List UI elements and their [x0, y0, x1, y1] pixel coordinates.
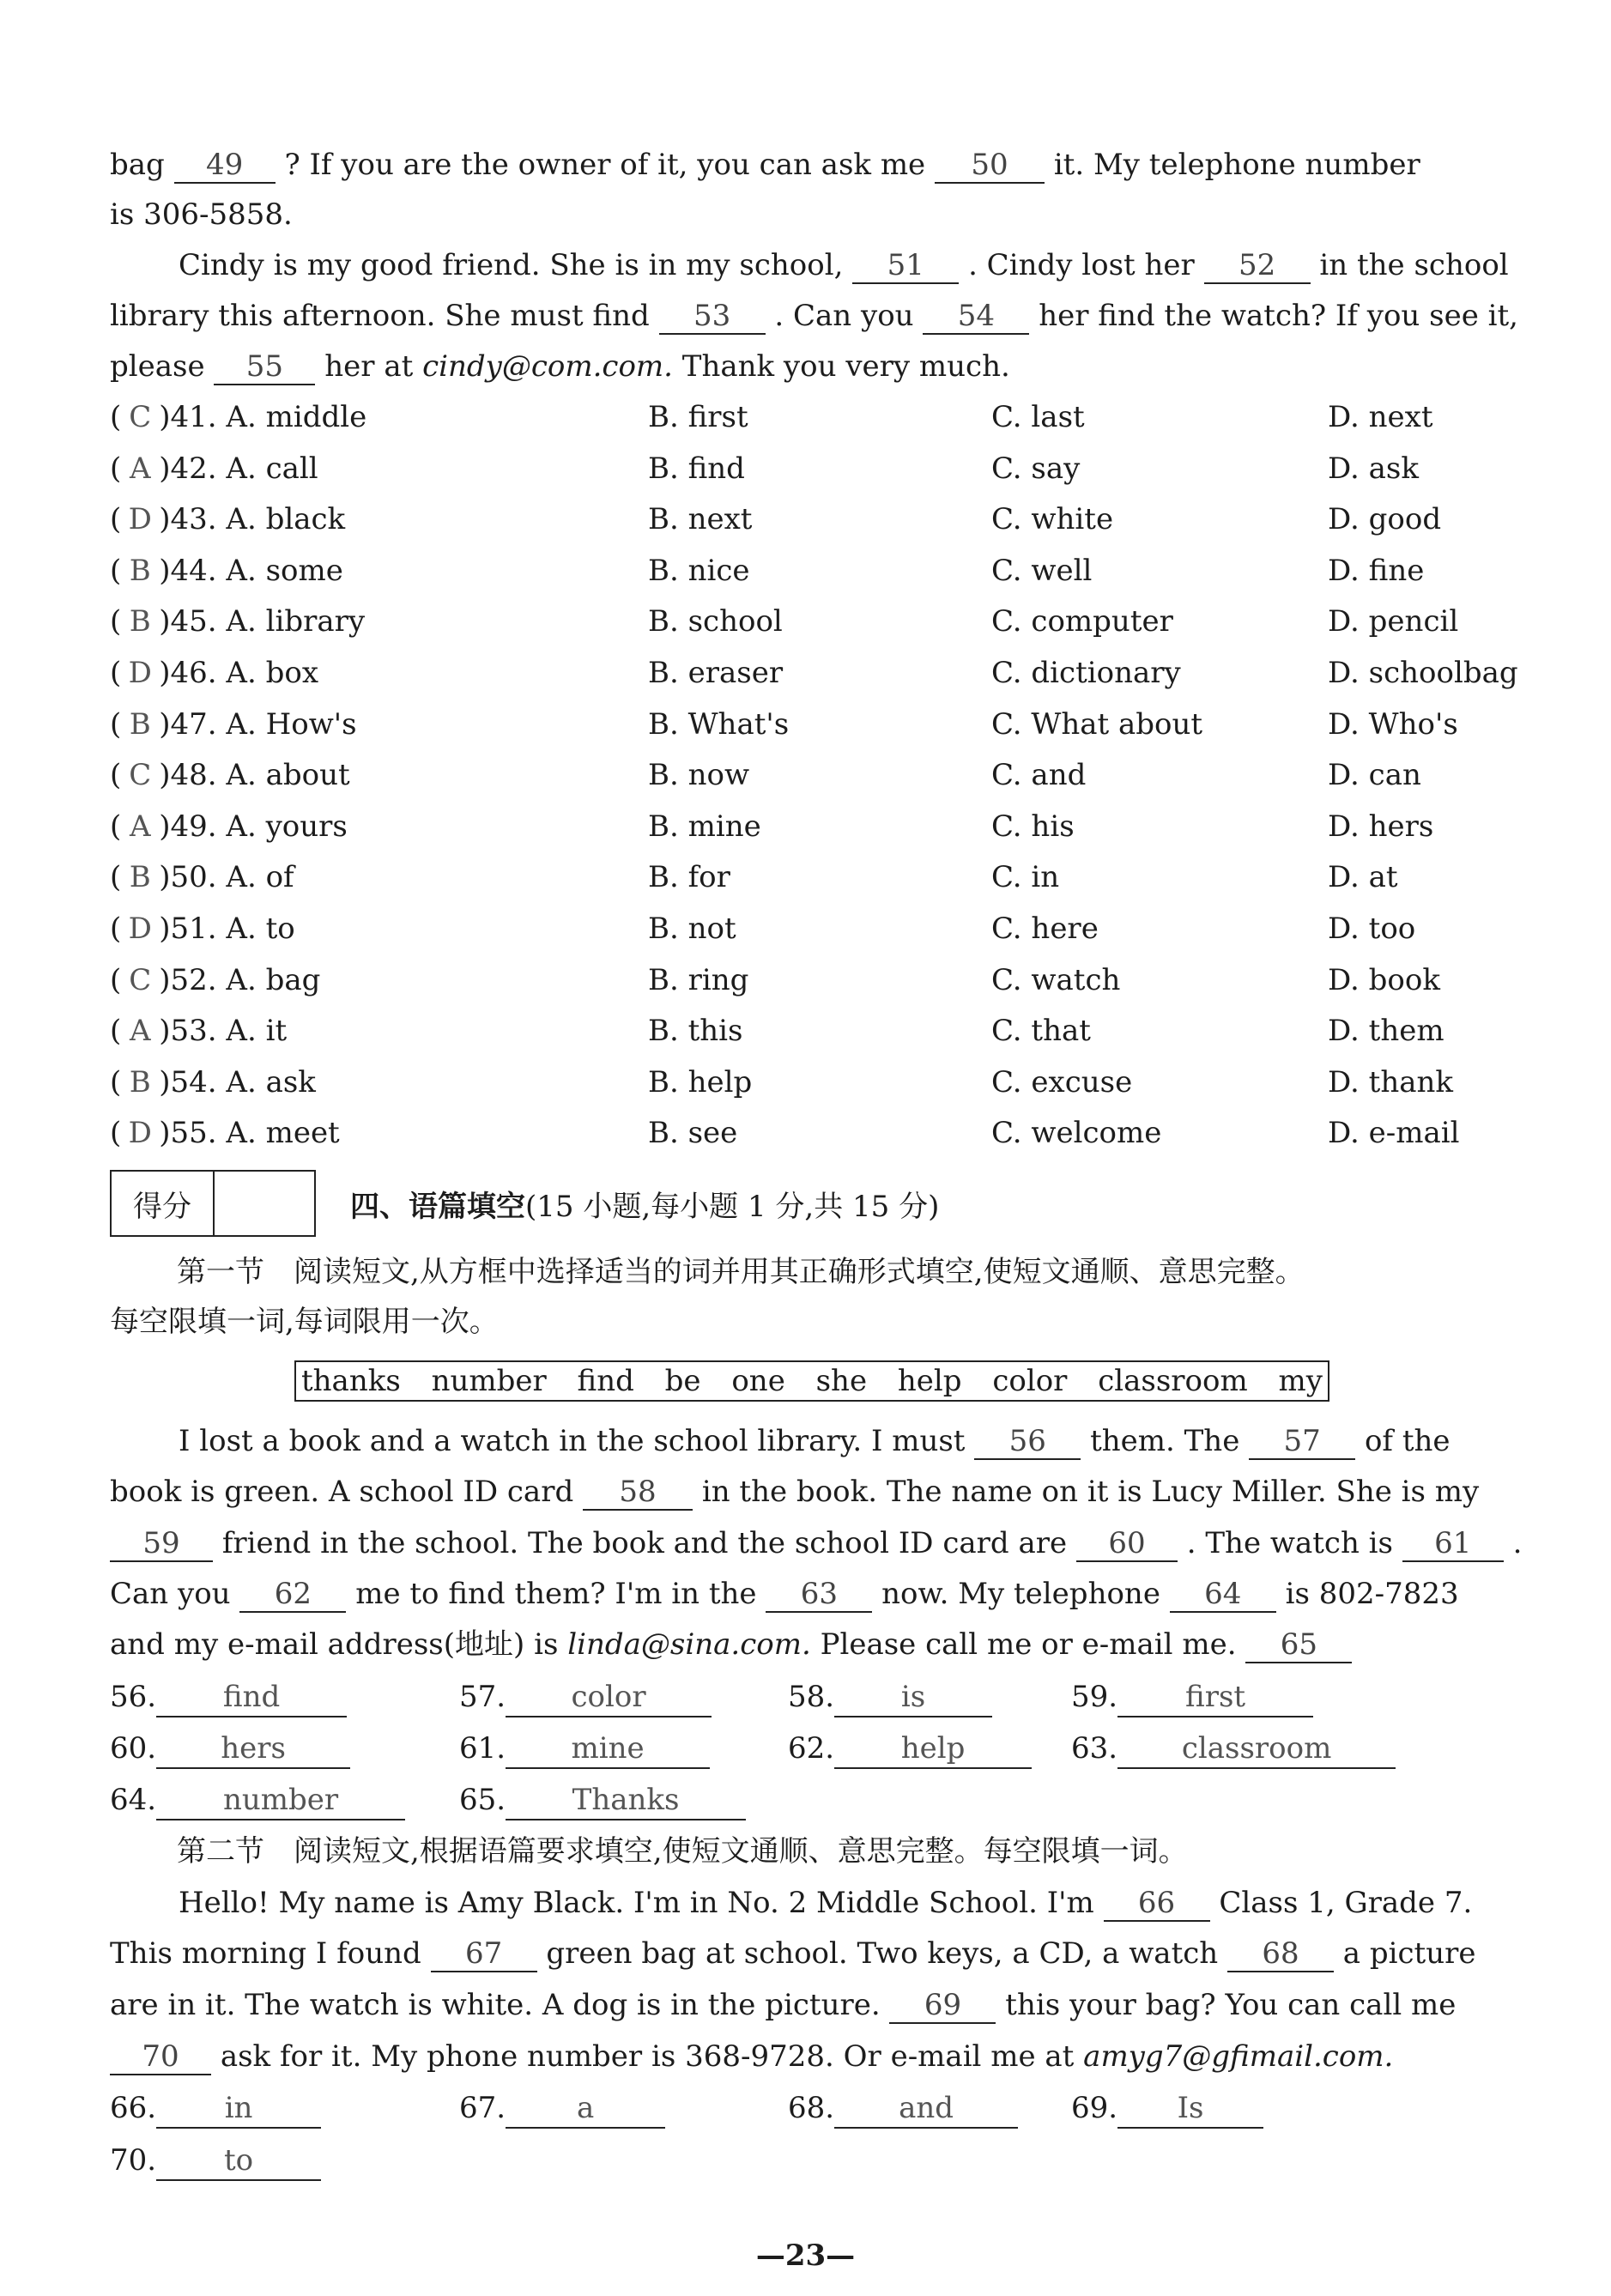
option-d: D. Who's: [1328, 707, 1458, 742]
option-a: ( A )53. A. it: [110, 1014, 288, 1048]
option-b: B. not: [648, 912, 736, 946]
answer-57: 57. color: [459, 1678, 712, 1717]
blank-55: 55: [214, 349, 315, 385]
passage-top-line-4: library this afternoon. She must find 53 . Can you 54 her find the watch? If you see it,: [110, 299, 1518, 333]
word-bank-item: color: [992, 1364, 1068, 1398]
passage1-line-4: Can you 62 me to find them? I'm in the 63 now. My telephone 64 is 802-7823: [110, 1577, 1459, 1611]
blank-69: 69: [889, 1988, 996, 2024]
mc-answer: C: [129, 758, 152, 792]
word-bank-item: one: [731, 1364, 785, 1398]
option-c: C. say: [991, 451, 1081, 486]
option-a: ( A )49. A. yours: [110, 809, 348, 844]
blank-64: 64: [1170, 1577, 1276, 1613]
answer-61: 61. mine: [459, 1730, 710, 1769]
blank-62: 62: [239, 1577, 346, 1613]
passage2-line-1: Hello! My name is Amy Black. I'm in No. 2 Middle School. I'm 66 Class 1, Grade 7.: [179, 1886, 1473, 1920]
option-d: D. e-mail: [1328, 1116, 1460, 1150]
word-bank-box: [294, 1360, 1329, 1402]
blank-58: 58: [583, 1475, 693, 1511]
blank-70: 70: [110, 2039, 211, 2075]
answer-56: 56. find: [110, 1678, 347, 1717]
option-c: C. in: [991, 860, 1060, 894]
option-b: B. eraser: [648, 656, 784, 690]
answer-66: 66. in: [110, 2089, 321, 2129]
option-d: D. hers: [1328, 809, 1434, 844]
option-d: D. them: [1328, 1014, 1444, 1048]
passage1-line-1: I lost a book and a watch in the school library. I must 56 them. The 57 of the: [179, 1424, 1451, 1458]
passage2-line-3: are in it. The watch is white. A dog is in the picture. 69 this your bag? You can call me: [110, 1988, 1457, 2022]
blank-52: 52: [1204, 248, 1311, 284]
blank-54: 54: [923, 299, 1029, 335]
answer-58: 58. is: [788, 1678, 992, 1717]
option-b: B. nice: [648, 554, 750, 588]
option-d: D. fine: [1328, 554, 1425, 588]
option-c: C. and: [991, 758, 1087, 792]
answer-70: 70. to: [110, 2142, 321, 2181]
option-b: B. school: [648, 604, 783, 639]
answer-65: 65. Thanks: [459, 1781, 746, 1820]
option-c: C. here: [991, 912, 1099, 946]
option-d: D. thank: [1328, 1065, 1453, 1100]
part1-instruction-1: 第一节 阅读短文,从方框中选择适当的词并用其正确形式填空,使短文通顺、意思完整。: [177, 1255, 1305, 1289]
option-c: C. last: [991, 400, 1085, 434]
mc-answer: A: [129, 451, 151, 486]
blank-53: 53: [659, 299, 766, 335]
option-c: C. his: [991, 809, 1075, 844]
option-b: B. mine: [648, 809, 761, 844]
option-a: ( B )50. A. of: [110, 860, 294, 894]
option-c: C. excuse: [991, 1065, 1133, 1100]
option-a: ( C )48. A. about: [110, 758, 350, 792]
option-d: D. schoolbag: [1328, 656, 1518, 690]
word-bank-item: thanks: [301, 1364, 401, 1398]
mc-answer: B: [129, 860, 151, 894]
option-c: C. computer: [991, 604, 1173, 639]
option-c: C. that: [991, 1014, 1091, 1048]
option-d: D. book: [1328, 963, 1440, 997]
option-c: C. watch: [991, 963, 1121, 997]
answer-63: 63. classroom: [1071, 1730, 1396, 1769]
blank-67: 67: [431, 1936, 537, 1972]
mc-answer: B: [129, 604, 151, 639]
passage2-line-2: This morning I found 67 green bag at school. Two keys, a CD, a watch 68 a picture: [110, 1936, 1476, 1971]
blank-59: 59: [110, 1526, 213, 1562]
passage-top-line-3: Cindy is my good friend. She is in my school, 51 . Cindy lost her 52 in the school: [179, 248, 1509, 282]
mc-answer: C: [129, 400, 152, 434]
blank-57: 57: [1249, 1424, 1355, 1460]
option-c: C. What about: [991, 707, 1203, 742]
option-b: B. now: [648, 758, 750, 792]
mc-answer: A: [129, 1014, 151, 1048]
word-bank-item: find: [577, 1364, 634, 1398]
option-d: D. can: [1328, 758, 1421, 792]
answer-62: 62. help: [788, 1730, 1032, 1769]
score-field: [215, 1172, 314, 1235]
passage1-line-5: and my e-mail address(地址) is linda@sina.com. Please call me or e-mail me. 65: [110, 1626, 1352, 1663]
option-a: ( C )41. A. middle: [110, 400, 367, 434]
mc-answer: B: [129, 707, 151, 742]
blank-60: 60: [1076, 1526, 1178, 1562]
mc-answer: A: [129, 809, 151, 844]
option-c: C. well: [991, 554, 1093, 588]
answer-64: 64. number: [110, 1781, 405, 1820]
option-b: B. for: [648, 860, 730, 894]
word-bank-item: she: [815, 1364, 868, 1398]
blank-68: 68: [1227, 1936, 1334, 1972]
blank-51: 51: [852, 248, 959, 284]
blank-56: 56: [974, 1424, 1081, 1460]
passage1-line-2: book is green. A school ID card 58 in the book. The name on it is Lucy Miller. She is my: [110, 1475, 1480, 1509]
mc-answer: D: [128, 912, 152, 946]
option-b: B. help: [648, 1065, 753, 1100]
passage-top-line-2: is 306-5858.: [110, 197, 293, 232]
passage-top-line-5: please 55 her at cindy@com.com. Thank you very much.: [110, 349, 1010, 384]
option-a: ( D )55. A. meet: [110, 1116, 340, 1150]
answer-68: 68. and: [788, 2089, 1018, 2129]
mc-answer: B: [129, 1065, 151, 1100]
option-d: D. good: [1328, 502, 1442, 536]
page-number: —23—: [755, 2238, 856, 2273]
option-b: B. find: [648, 451, 745, 486]
mc-answer: D: [128, 1116, 152, 1150]
mc-answer: D: [128, 502, 152, 536]
option-a: ( D )43. A. black: [110, 502, 346, 536]
blank-49: 49: [174, 148, 276, 184]
answer-59: 59. first: [1071, 1678, 1313, 1717]
part2-instruction: 第二节 阅读短文,根据语篇要求填空,使短文通顺、意思完整。每空限填一词。: [177, 1834, 1188, 1869]
blank-50: 50: [935, 148, 1045, 184]
option-d: D. next: [1328, 400, 1433, 434]
option-a: ( D )46. A. box: [110, 656, 318, 690]
answer-69: 69. Is: [1071, 2089, 1263, 2129]
option-a: ( C )52. A. bag: [110, 963, 321, 997]
option-b: B. ring: [648, 963, 749, 997]
option-d: D. too: [1328, 912, 1416, 946]
option-c: C. welcome: [991, 1116, 1162, 1150]
option-a: ( B )45. A. library: [110, 604, 366, 639]
answer-67: 67. a: [459, 2089, 665, 2129]
option-a: ( B )47. A. How's: [110, 707, 357, 742]
option-d: D. at: [1328, 860, 1398, 894]
option-b: B. next: [648, 502, 753, 536]
word-bank-item: classroom: [1098, 1364, 1248, 1398]
blank-66: 66: [1104, 1886, 1210, 1922]
passage1-line-3: 59 friend in the school. The book and the school ID card are 60 . The watch is 61 .: [110, 1524, 1522, 1562]
option-b: B. see: [648, 1116, 738, 1150]
word-bank-item: help: [897, 1364, 962, 1398]
section-4-title: 四、语篇填空(15 小题,每小题 1 分,共 15 分): [350, 1190, 940, 1224]
mc-answer: C: [129, 963, 152, 997]
option-d: D. pencil: [1328, 604, 1459, 639]
score-label: 得分: [112, 1172, 215, 1235]
passage-top-line-1: bag 49 ? If you are the owner of it, you can ask me 50 it. My telephone number: [110, 148, 1420, 182]
mc-answer: B: [129, 554, 151, 588]
word-bank-item: number: [431, 1364, 547, 1398]
passage2-line-4: 70 ask for it. My phone number is 368-9728. Or e-mail me at amyg7@gfimail.com.: [110, 2038, 1393, 2075]
word-bank-item: be: [664, 1364, 701, 1398]
option-a: ( A )42. A. call: [110, 451, 318, 486]
option-b: B. first: [648, 400, 748, 434]
word-bank-item: my: [1278, 1364, 1323, 1398]
answer-60: 60. hers: [110, 1730, 350, 1769]
option-a: ( B )44. A. some: [110, 554, 343, 588]
option-d: D. ask: [1328, 451, 1419, 486]
option-a: ( B )54. A. ask: [110, 1065, 316, 1100]
option-a: ( D )51. A. to: [110, 912, 295, 946]
score-box: [110, 1170, 316, 1237]
option-b: B. What's: [648, 707, 790, 742]
part1-instruction-2: 每空限填一词,每词限用一次。: [110, 1305, 499, 1339]
option-b: B. this: [648, 1014, 743, 1048]
blank-65: 65: [1245, 1627, 1352, 1663]
mc-answer: D: [128, 656, 152, 690]
blank-63: 63: [766, 1577, 872, 1613]
option-c: C. white: [991, 502, 1114, 536]
blank-61: 61: [1402, 1526, 1504, 1562]
option-c: C. dictionary: [991, 656, 1181, 690]
